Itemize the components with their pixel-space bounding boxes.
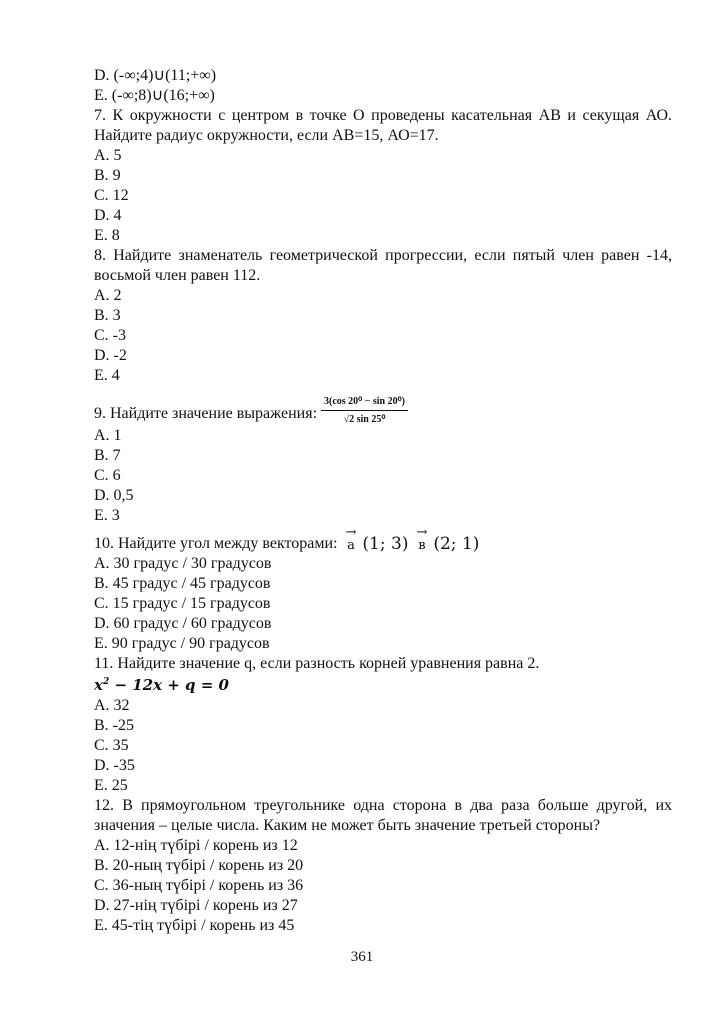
vector-b-coords: (2; 1) bbox=[433, 534, 480, 554]
question-11-option-c: C. 35 bbox=[94, 737, 129, 754]
question-8-option-b: B. 3 bbox=[94, 307, 121, 324]
question-7-option-b: B. 9 bbox=[94, 167, 121, 184]
question-8-option-e: E. 4 bbox=[94, 367, 120, 384]
question-10-option-a: A. 30 градус / 30 градусов bbox=[94, 555, 272, 572]
vector-a-symbol bbox=[346, 527, 357, 554]
question-9-stem-row bbox=[94, 386, 672, 426]
question-8-option-d: D. -2 bbox=[94, 347, 127, 364]
question-9-option-b: B. 7 bbox=[94, 447, 121, 464]
question-7-option-d: D. 4 bbox=[94, 207, 122, 224]
formula-denominator: √2 sin 25⁰ bbox=[343, 414, 386, 425]
question-11 bbox=[94, 654, 672, 796]
question-12-text: 12. В прямоугольном треугольнике одна сторона в два раза больше другой, их значения – целые числа. Каким не может быть значение третьей стороны? bbox=[94, 797, 672, 834]
question-9-option-a: A. 1 bbox=[94, 427, 122, 444]
vector-a bbox=[346, 527, 409, 554]
question-11-option-b: B. -25 bbox=[94, 717, 134, 734]
carryover-option-e: E. (-∞;8)∪(16;+∞) bbox=[94, 87, 215, 104]
page-content bbox=[94, 66, 672, 936]
vector-arrow-icon: → bbox=[416, 525, 428, 540]
question-10-option-c: C. 15 градус / 15 градусов bbox=[94, 595, 271, 612]
question-10-option-e: E. 90 градус / 90 градусов bbox=[94, 635, 270, 652]
question-11-option-e: E. 25 bbox=[94, 777, 128, 794]
question-9-option-c: C. 6 bbox=[94, 467, 121, 484]
question-9 bbox=[94, 386, 672, 526]
question-12-option-a: A. 12-нің түбірі / корень из 12 bbox=[94, 837, 298, 854]
vector-a-coords: (1; 3) bbox=[362, 534, 409, 554]
question-8-option-a: A. 2 bbox=[94, 287, 122, 304]
question-10-option-b: B. 45 градус / 45 градусов bbox=[94, 575, 271, 592]
question-7-option-a: A. 5 bbox=[94, 147, 122, 164]
question-9-text: 9. Найдите значение выражения: bbox=[94, 405, 318, 422]
question-8 bbox=[94, 246, 672, 386]
question-9-option-e: E. 3 bbox=[94, 507, 120, 524]
vector-arrow-icon: → bbox=[345, 525, 357, 540]
question-7 bbox=[94, 106, 672, 246]
question-12-option-c: C. 36-ның түбірі / корень из 36 bbox=[94, 877, 304, 894]
question-9-option-d: D. 0,5 bbox=[94, 487, 134, 504]
question-11-option-a: A. 32 bbox=[94, 697, 130, 714]
vector-a-name: а bbox=[347, 538, 355, 553]
vector-b-name: в bbox=[418, 538, 426, 553]
question-12-option-d: D. 27-нің түбірі / корень из 27 bbox=[94, 897, 298, 914]
question-7-option-c: C. 12 bbox=[94, 187, 129, 204]
question-12 bbox=[94, 796, 672, 936]
question-11-option-d: D. -35 bbox=[94, 757, 135, 774]
question-9-formula bbox=[321, 396, 408, 426]
equation-exponent: 2 bbox=[102, 677, 110, 687]
question-8-text: 8. Найдите знаменатель геометрической прогрессии, если пятый член равен -14, восьмой член равен 112. bbox=[94, 247, 672, 284]
equation-x: x bbox=[94, 676, 103, 694]
question-7-text: 7. К окружности с центром в точке О проведены касательная АВ и секущая АО. Найдите радиус окружности, если АВ=15, АО=17. bbox=[94, 107, 672, 144]
page-number: 361 bbox=[350, 949, 374, 965]
formula-numerator: 3(cos 20⁰ − sin 20⁰) bbox=[321, 396, 408, 411]
vector-b-symbol bbox=[416, 527, 427, 554]
question-10-option-d: D. 60 градус / 60 градусов bbox=[94, 615, 272, 632]
question-10-stem-row bbox=[94, 526, 672, 554]
question-10 bbox=[94, 526, 672, 654]
equation-rest: − 12x + q = 0 bbox=[109, 676, 229, 694]
question-11-equation bbox=[94, 674, 672, 696]
question-8-option-c: C. -3 bbox=[94, 327, 126, 344]
question-11-text: 11. Найдите значение q, если разность корней уравнения равна 2. bbox=[94, 655, 540, 672]
question-12-option-e: E. 45-тің түбірі / корень из 45 bbox=[94, 917, 295, 934]
carryover-option-d: D. (-∞;4)∪(11;+∞) bbox=[94, 67, 217, 84]
vector-b bbox=[416, 527, 479, 554]
question-12-option-b: B. 20-ның түбірі / корень из 20 bbox=[94, 857, 304, 874]
question-10-text: 10. Найдите угол между векторами: bbox=[94, 535, 338, 552]
question-7-option-e: E. 8 bbox=[94, 227, 120, 244]
